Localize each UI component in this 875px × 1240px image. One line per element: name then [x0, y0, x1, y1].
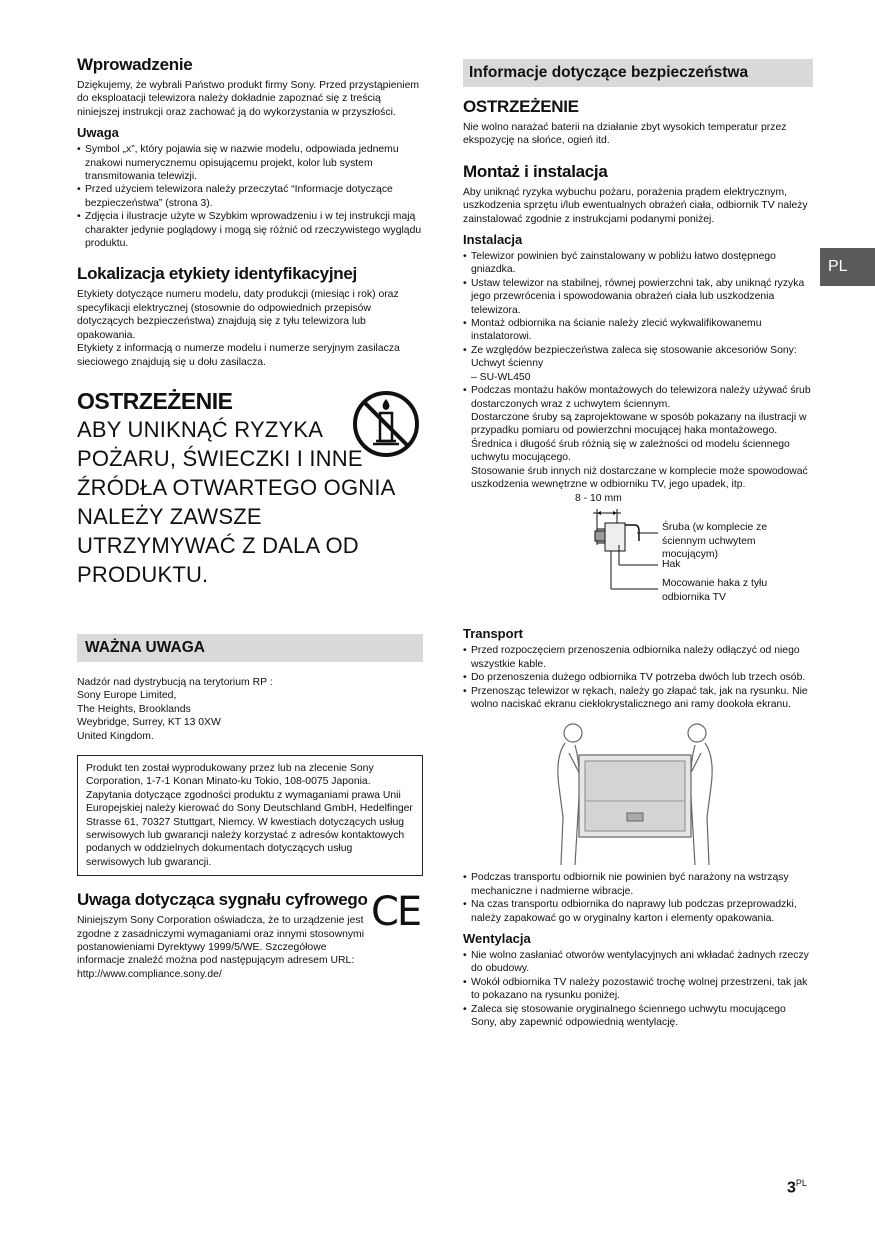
note-title: Uwaga	[77, 125, 119, 141]
label-text-1: Etykiety dotyczące numeru modelu, daty produkcji (miesiąc i rok) oraz specyfikacji elektrycznej (stosownie do odpowiednich przepisów dotyczących bezpieczeństwa) znajdują się z tyłu telewizora lub opakowania.	[77, 289, 399, 341]
fire-warning	[77, 387, 423, 592]
transport-list-2	[463, 871, 813, 925]
carrying-tv-illustration	[545, 717, 725, 867]
language-tab: PL	[820, 248, 875, 286]
manufacturer-box	[77, 755, 423, 876]
battery-warning-text: Nie wolno narażać baterii na działanie zbyt wysokich temperatur przez ekspozycję na słońce, ogień itd.	[463, 122, 787, 147]
accessory-sub: Uchwyt ścienny	[471, 358, 544, 370]
list-item: • Do przenoszenia dużego odbiornika TV potrzeba dwóch lub trzech osób.	[463, 672, 806, 684]
hooks-text: Średnica i długość śrub różnią się w zależności od modelu ściennego uchwytu mocującego.	[471, 438, 790, 464]
list-item: • Nie wolno zasłaniać otworów wentylacyjnych ani wkładać żadnych rzeczy do obudowy.	[463, 950, 809, 975]
left-column	[77, 55, 423, 981]
label-text-2: Etykiety z informacją o numerze modelu i numerze seryjnym zasilacza sieciowego znajdują się u dołu zasilacza.	[77, 343, 400, 368]
list-item: • Montaż odbiornika na ścianie należy zlecić wykwalifikowanemu instalatorowi.	[463, 318, 762, 343]
list-item: • Symbol „x”, który pojawia się w nazwie modelu, odpowiada jednemu znakowi numerycznemu opisującemu projekt, kolor lub system transmitowania telewizji.	[77, 144, 399, 183]
battery-warning-title: OSTRZEŻENIE	[463, 97, 579, 116]
intro-text: Dziękujemy, że wybrali Państwo produkt firmy Sony. Przed przystąpieniem do eksploatacji telewizora należy dokładnie zapoznać się z treścią niniejszej instrukcji oraz zachować ją do wykorzystania w przyszłości.	[77, 80, 420, 118]
mount-text: Aby uniknąć ryzyka wybuchu pożaru, porażenia prądem elektrycznym, uszkodzenia sprzętu i/lub ewentualnych obrażeń ciała, odbiornik TV należy zainstalować zgodnie z instrukcjami podanymi poniżej.	[463, 186, 808, 225]
transport-list	[463, 644, 813, 711]
no-candle-icon	[351, 389, 421, 459]
accessory-sub: – SU-WL450	[471, 371, 531, 383]
address-line: Nadzór nad dystrybucją na terytorium RP :	[77, 676, 273, 688]
fire-warning-text: ABY UNIKNĄĆ RYZYKA POŻARU, ŚWIECZKI I INNE ŹRÓDŁA OTWARTEGO OGNIA NALEŻY ZAWSZE UTRZYMYWAĆ Z DALA OD PRODUKTU.	[77, 416, 395, 587]
manufacturer-text: Produkt ten został wyprodukowany przez lub na zlecenie Sony Corporation, 1-7-1 Konan Minato-ku Tokio, 108-0075 Japonia. Zapytania dotyczące zgodności produktu z wymaganiami prawa Unii Europejskiej należy kierować do Sony Deutschland GmbH, Hedelfinger Strasse 61, 70327 Stuttgart, Niemcy. W kwestiach dotyczących usług serwisowych lub gwarancji należy korzystać z adresów kontaktowych podanych w oddzielnych dokumentach dotyczących usług serwisowych lub gwarancji.	[86, 762, 413, 868]
right-column	[463, 59, 813, 1029]
list-item: • Na czas transportu odbiornika do naprawy lub podczas przeprowadzki, należy zapakować go w oryginalny karton i elementy opakowania.	[463, 899, 797, 924]
safety-bar	[463, 59, 813, 87]
intro-title: Wprowadzenie	[77, 55, 193, 74]
important-title: WAŻNA UWAGA	[85, 638, 205, 656]
address-line: Sony Europe Limited,	[77, 690, 177, 702]
compliance-url[interactable]: http://www.compliance.sony.de/	[77, 968, 222, 980]
list-item: • Przed rozpoczęciem przenoszenia odbiornika należy odłączyć od niego wszystkie kable.	[463, 645, 800, 670]
list-item: • Podczas montażu haków montażowych do telewizora należy używać śrub dostarczonych wraz z uchwytem ściennym.	[463, 385, 811, 410]
digital-text: Niniejszym Sony Corporation oświadcza, że to urządzenie jest zgodne z zasadniczymi wymaganiami oraz innymi stosownymi postanowieniami Dyrektywy 1999/5/WE. Szczegółowe informacje znaleźć można pod następującym adresem URL:	[77, 915, 365, 967]
ce-mark: CE	[371, 889, 421, 936]
screw-diagram	[463, 493, 813, 618]
install-list	[463, 250, 813, 357]
label-title: Lokalizacja etykiety identyfikacyjnej	[77, 264, 357, 284]
screw-illustration	[583, 505, 663, 605]
mount-title: Montaż i instalacja	[463, 161, 608, 181]
safety-title: Informacje dotyczące bezpieczeństwa	[469, 64, 749, 81]
hooks-text: Stosowanie śrub innych niż dostarczane w komplecie może spowodować uszkodzenia wewnętrzne w odbiorniku TV, jego upadek, itp.	[471, 465, 808, 490]
digital-title: Uwaga dotycząca sygnału cyfrowego	[77, 890, 368, 910]
install-title: Instalacja	[463, 232, 523, 248]
address-line: United Kingdom.	[77, 730, 154, 742]
list-item: • Przed użyciem telewizora należy przeczytać “Informacje dotyczące bezpieczeństwa” (strona 3).	[77, 184, 393, 209]
transport-title: Transport	[463, 626, 523, 642]
hook-label: Hak	[662, 559, 681, 571]
important-bar	[77, 634, 423, 662]
list-item: • Telewizor powinien być zainstalowany w pobliżu łatwo dostępnego gniazdka.	[463, 251, 776, 276]
list-item: • Wokół odbiornika TV należy pozostawić trochę wolnej przestrzeni, tak jak to pokazano na rysunku poniżej.	[463, 976, 808, 1002]
fire-warning-title: OSTRZEŻENIE	[77, 387, 233, 414]
page-number: $3^{PL}$	[787, 1178, 807, 1197]
list-item: • Podczas transportu odbiornik nie powinien być narażony na wstrząsy mechaniczne i nadmierne wibracje.	[463, 872, 789, 897]
vent-list	[463, 949, 813, 1029]
hook-mount-label: Mocowanie haka z tyłu odbiornika TV	[662, 578, 768, 603]
list-item: • Zdjęcia i ilustracje użyte w Szybkim wprowadzeniu i w tej instrukcji mają charakter jedynie poglądowy i mogą się różnić od rzeczywistego wyglądu produktu.	[77, 211, 422, 250]
list-item: • Ustaw telewizor na stabilnej, równej powierzchni tak, aby uniknąć ryzyka jego przewrócenia i spowodowania obrażeń ciała lub uszkodzenia telewizora.	[463, 277, 805, 316]
list-item: • Zaleca się stosowanie oryginalnego ściennego uchwytu mocującego Sony, aby zapewnić odpowiednią wentylację.	[463, 1003, 786, 1029]
list-item: • Przenosząc telewizor w rękach, należy go złapać tak, jak na rysunku. Nie wolno naciskać ekranu ciekłokrystalicznego ani ramy dookoła ekranu.	[463, 685, 808, 710]
address-line: The Heights, Brooklands	[77, 703, 191, 715]
screw-label: Śruba (w komplecie ze ściennym uchwytem mocującym)	[662, 522, 768, 561]
address-line: Weybridge, Surrey, KT 13 0XW	[77, 717, 221, 729]
list-item: • Ze względów bezpieczeństwa zaleca się stosowanie akcesoriów Sony:	[463, 344, 797, 356]
hooks-text: Dostarczone śruby są zaprojektowane w sposób pokazany na ilustracji w przypadku pomiaru od powierzchni mocującej haka montażowego.	[471, 411, 807, 437]
note-list	[77, 143, 423, 250]
digital-section	[77, 890, 423, 981]
hooks-list	[463, 384, 813, 411]
vent-title: Wentylacja	[463, 931, 531, 946]
address-block	[77, 676, 423, 743]
dimension-label: 8 - 10 mm	[575, 493, 622, 505]
